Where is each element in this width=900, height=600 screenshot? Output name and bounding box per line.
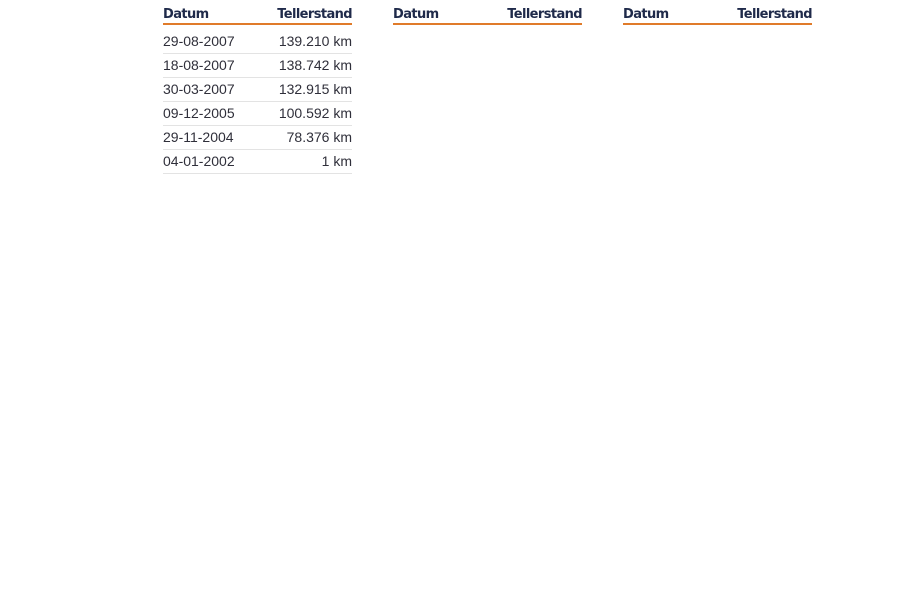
table-header: [623, 7, 812, 25]
cell-odometer: 78.376 km: [286, 129, 352, 145]
column-header-odometer: Tellerstand: [737, 7, 812, 22]
column-header-date: Datum: [393, 7, 439, 22]
column-header-date: Datum: [163, 7, 209, 22]
odometer-table-3: [623, 7, 812, 25]
cell-odometer: 138.742 km: [278, 57, 352, 73]
cell-odometer: 132.915 km: [278, 81, 352, 97]
column-header-odometer: Tellerstand: [277, 7, 352, 22]
table-row: [163, 150, 352, 174]
cell-date: 29-11-2004: [163, 129, 234, 145]
table-row: [163, 126, 352, 150]
cell-odometer: 100.592 km: [278, 105, 352, 121]
cell-date: 18-08-2007: [163, 57, 235, 73]
odometer-table-2: [393, 7, 582, 25]
cell-date: 09-12-2005: [163, 105, 235, 121]
cell-odometer: 1 km: [321, 153, 352, 169]
odometer-table-1: [163, 7, 352, 174]
table-row: [163, 102, 352, 126]
column-header-odometer: Tellerstand: [507, 7, 582, 22]
table-header: [393, 7, 582, 25]
column-header-date: Datum: [623, 7, 669, 22]
cell-date: 29-08-2007: [163, 33, 235, 49]
table-row: [163, 30, 352, 54]
cell-date: 30-03-2007: [163, 81, 235, 97]
cell-date: 04-01-2002: [163, 153, 235, 169]
table-header: [163, 7, 352, 25]
table-row: [163, 78, 352, 102]
table-row: [163, 54, 352, 78]
table-body: [163, 30, 352, 174]
cell-odometer: 139.210 km: [278, 33, 352, 49]
